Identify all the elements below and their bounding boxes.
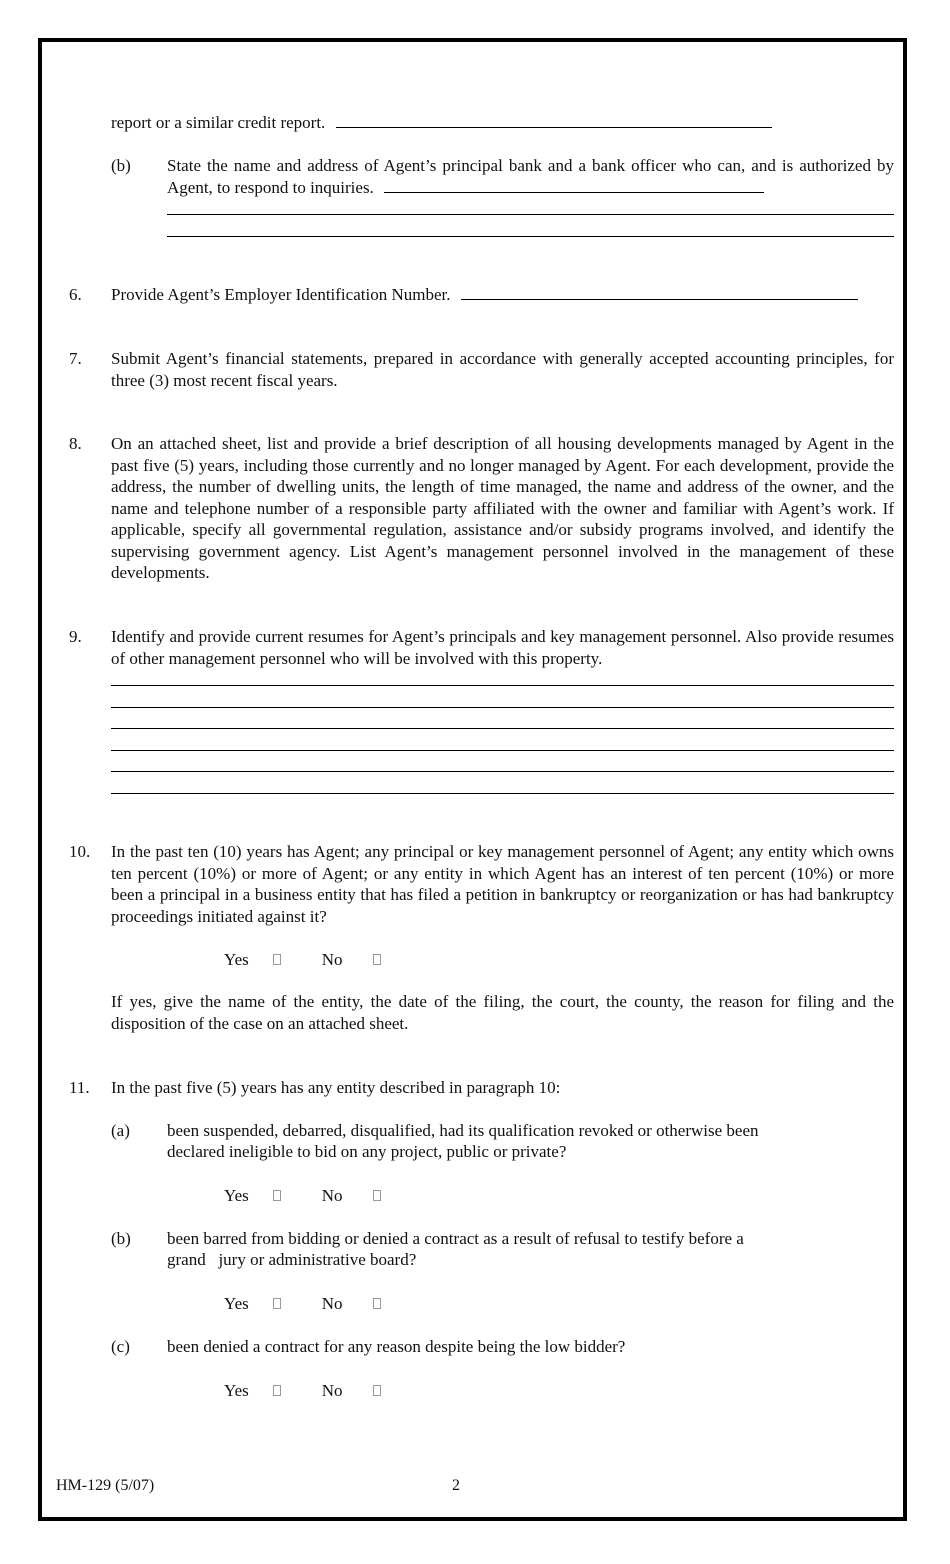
item11c-no-checkbox[interactable] bbox=[373, 1385, 381, 1396]
item11c-label: (c) bbox=[111, 1337, 130, 1356]
item11-text: In the past five (5) years has any entity described in paragraph 10: bbox=[111, 1078, 561, 1097]
item11c-yes-checkbox[interactable] bbox=[273, 1385, 281, 1396]
bank-answer-line-1[interactable] bbox=[384, 192, 764, 193]
item11b-no-label: No bbox=[321, 1294, 343, 1313]
item6-text: Provide Agent’s Employer Identification Number. bbox=[111, 285, 451, 304]
item11c-yes-no bbox=[224, 1380, 381, 1402]
item11c-yes-label: Yes bbox=[224, 1381, 249, 1400]
item5b-label: (b) bbox=[111, 156, 131, 175]
item7-number: 7. bbox=[69, 349, 82, 368]
resume-answer-line-2[interactable] bbox=[111, 707, 894, 708]
item9-text: Identify and provide current resumes for Agent’s principals and key management personnel. Also provide resumes of other management personnel who will be involved with this property. bbox=[111, 627, 894, 668]
item10-yes-checkbox[interactable] bbox=[273, 954, 281, 965]
item7-text: Submit Agent’s financial statements, prepared in accordance with generally accepted accounting principles, for three (3) most recent fiscal years. bbox=[111, 349, 894, 390]
ein-answer-line[interactable] bbox=[461, 299, 858, 300]
item11b-line1: been barred from bidding or denied a contract as a result of refusal to testify before a bbox=[167, 1229, 744, 1248]
item11b-no-checkbox[interactable] bbox=[373, 1298, 381, 1309]
item11b-yes-label: Yes bbox=[224, 1294, 249, 1313]
page-border bbox=[38, 38, 907, 1521]
item10-yes-label: Yes bbox=[224, 950, 249, 969]
item11a-line1: been suspended, debarred, disqualified, had its qualification revoked or otherwise been bbox=[167, 1121, 759, 1140]
item11a-line2: declared ineligible to bid on any project, public or private? bbox=[167, 1142, 567, 1161]
resume-answer-line-4[interactable] bbox=[111, 750, 894, 751]
item11b-label: (b) bbox=[111, 1229, 131, 1248]
item11a-label: (a) bbox=[111, 1121, 130, 1140]
item9-number: 9. bbox=[69, 627, 82, 646]
resume-answer-line-3[interactable] bbox=[111, 728, 894, 729]
credit-report-answer-line[interactable] bbox=[336, 127, 772, 128]
item8-number: 8. bbox=[69, 434, 82, 453]
form-id: HM-129 (5/07) bbox=[56, 1477, 155, 1494]
item10-number: 10. bbox=[69, 842, 91, 861]
item11c-text: been denied a contract for any reason despite being the low bidder? bbox=[167, 1337, 626, 1356]
resume-answer-line-1[interactable] bbox=[111, 685, 894, 686]
item11a-yes-label: Yes bbox=[224, 1186, 249, 1205]
resume-answer-line-6[interactable] bbox=[111, 793, 894, 794]
item10-text: In the past ten (10) years has Agent; any principal or key management personnel of Agent; any entity which owns ten percent (10%) or more of Agent; or any entity in which Agent has an interest of ten percent (10%) or more been a principal in a business entity that has filed a petition in bankruptcy or reorganization or has had bankruptcy proceedings initiated against it? bbox=[111, 842, 894, 926]
item10-yes-no bbox=[224, 949, 381, 971]
item10-followup: If yes, give the name of the entity, the date of the filing, the court, the county, the reason for filing and the disposition of the case on an attached sheet. bbox=[111, 992, 894, 1033]
resume-answer-line-5[interactable] bbox=[111, 771, 894, 772]
item11a-no-checkbox[interactable] bbox=[373, 1190, 381, 1201]
item5-tail bbox=[111, 112, 894, 134]
item8-text: On an attached sheet, list and provide a brief description of all housing developments managed by Agent in the past five (5) years, including those currently and no longer managed by Agent. For each development, provide the address, the number of dwelling units, the length of time managed, the name and address of the owner, and the name and telephone number of a responsible party affiliated with the owner and familiar with Agent’s work. If applicable, specify all governmental regulation, assistance and/or subsidy programs involved, and identify the supervising government agency. List Agent’s management personnel involved in the management of these developments. bbox=[111, 434, 894, 582]
item11c-no-label: No bbox=[321, 1381, 343, 1400]
item11b-line2: grand jury or administrative board? bbox=[167, 1250, 417, 1269]
item5b-text-block bbox=[167, 155, 894, 198]
item11b-yes-checkbox[interactable] bbox=[273, 1298, 281, 1309]
page-number: 2 bbox=[452, 1477, 460, 1494]
item11b-yes-no bbox=[224, 1293, 381, 1315]
item11-number: 11. bbox=[69, 1078, 90, 1097]
item6-text-block bbox=[111, 284, 894, 306]
item10-no-label: No bbox=[321, 950, 343, 969]
item11a-no-label: No bbox=[321, 1186, 343, 1205]
item6-number: 6. bbox=[69, 285, 82, 304]
item11a-yes-no bbox=[224, 1185, 381, 1207]
item10-no-checkbox[interactable] bbox=[373, 954, 381, 965]
bank-answer-line-3[interactable] bbox=[167, 236, 894, 237]
item5-tail-text: report or a similar credit report. bbox=[111, 113, 326, 132]
item11a-yes-checkbox[interactable] bbox=[273, 1190, 281, 1201]
item5b-text: State the name and address of Agent’s principal bank and a bank officer who can, and is authorized by Agent, to respond to inquiries. bbox=[167, 156, 894, 197]
bank-answer-line-2[interactable] bbox=[167, 214, 894, 215]
